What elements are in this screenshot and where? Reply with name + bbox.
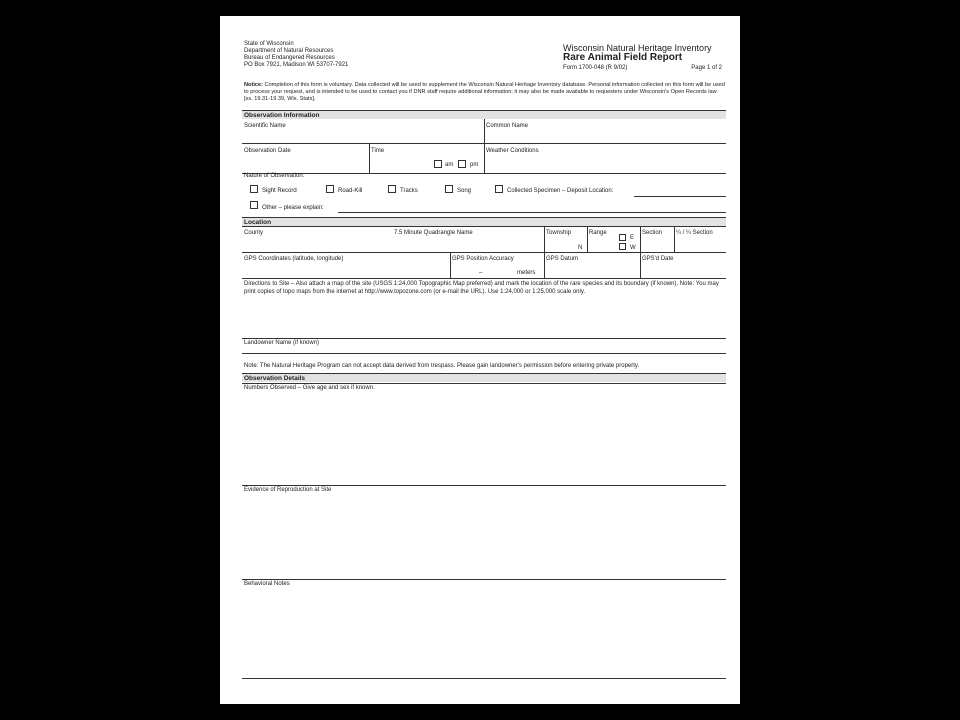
range-w-label: W bbox=[630, 245, 636, 251]
gps-datum-label: GPS Datum bbox=[546, 256, 579, 262]
form-number: Form 1700-048 (R 9/02) bbox=[563, 65, 628, 71]
form-page bbox=[220, 16, 740, 704]
quarter-section-label: ¼ / ¼ Section bbox=[676, 230, 713, 236]
divider bbox=[484, 143, 485, 173]
field-line bbox=[242, 173, 726, 174]
accuracy-dash: – bbox=[479, 270, 483, 276]
gps-coordinates-label: GPS Coordinates (latitude, longitude) bbox=[244, 256, 344, 262]
other-explain-line[interactable] bbox=[338, 212, 726, 213]
sight-record-label: Sight Record bbox=[262, 188, 297, 194]
trespass-note: Note: The Natural Heritage Program can not accept data derived from trespass. Please gain landowner's permission before entering private property. bbox=[244, 363, 640, 369]
field-line bbox=[242, 383, 726, 384]
directions-to-site-label: Directions to Site – Also attach a map of the site (USGS 1:24,000 Topographic Map preferred) and mark the location of the rare species and its boundary (if known). Note: You may print copies of topo maps from the internet at http://www.topozone.com (or e-mail the URL). Use 1:24,000 or 1:25,000 scale only. bbox=[244, 281, 719, 295]
divider bbox=[544, 252, 545, 278]
collected-specimen-checkbox[interactable] bbox=[495, 185, 503, 193]
field-line bbox=[242, 252, 726, 253]
field-line bbox=[242, 579, 726, 580]
behavioral-notes-label: Behavioral Notes bbox=[244, 581, 290, 587]
divider bbox=[369, 143, 370, 173]
notice-text bbox=[244, 82, 726, 103]
am-label: am bbox=[445, 162, 454, 168]
song-label: Song bbox=[457, 188, 472, 194]
notice-body: Completion of this form is voluntary. Data collected will be used to supplement the Wisconsin Natural Heritage Inventory database. Personal information collected on this form will be used to process your request, and is intended to be used to contact you if DNR staff require additional information; it may also be made available to requesters under Wisconsin's Open Records law [ss. 19.31-19.39, Wis. Stats]. bbox=[244, 82, 725, 102]
meters-label: meters bbox=[517, 270, 536, 276]
divider bbox=[674, 226, 675, 252]
gps-date-label: GPS'd Date bbox=[642, 256, 674, 262]
divider bbox=[484, 119, 485, 143]
evidence-of-reproduction-label: Evidence of Reproduction at Site bbox=[244, 487, 332, 493]
landowner-name-label: Landowner Name (if known) bbox=[244, 340, 320, 346]
am-checkbox[interactable] bbox=[434, 160, 442, 168]
section-number-label: Section bbox=[642, 230, 663, 236]
gps-accuracy-label: GPS Position Accuracy bbox=[452, 256, 514, 262]
deposit-location-line[interactable] bbox=[634, 196, 726, 197]
section-observation-details: Observation Details bbox=[242, 373, 726, 382]
form-title: Rare Animal Field Report bbox=[563, 52, 683, 63]
range-e-checkbox[interactable] bbox=[619, 234, 626, 241]
notice-label: Notice: bbox=[244, 82, 263, 88]
collected-specimen-label: Collected Specimen – Deposit Location: bbox=[507, 188, 614, 194]
range-e-label: E bbox=[630, 235, 635, 241]
agency-line: Department of Natural Resources bbox=[244, 48, 334, 54]
field-line bbox=[242, 353, 726, 354]
quadrangle-name-label: 7.5 Minute Quadrangle Name bbox=[394, 230, 473, 236]
sight-record-checkbox[interactable] bbox=[250, 185, 258, 193]
agency-line: Bureau of Endangered Resources bbox=[244, 55, 335, 61]
divider bbox=[640, 226, 641, 252]
other-label: Other – please explain: bbox=[262, 205, 324, 211]
county-label: County bbox=[244, 230, 264, 236]
scientific-name-label: Scientific Name bbox=[244, 123, 286, 129]
divider bbox=[587, 226, 588, 252]
section-observation-information: Observation Information bbox=[242, 110, 726, 119]
form-program-title: Wisconsin Natural Heritage Inventory bbox=[563, 43, 712, 53]
agency-address bbox=[244, 41, 348, 69]
field-line bbox=[242, 338, 726, 339]
observation-date-label: Observation Date bbox=[244, 148, 291, 154]
township-n-label: N bbox=[578, 245, 583, 251]
field-line bbox=[242, 226, 726, 227]
tracks-label: Tracks bbox=[400, 188, 418, 194]
nature-of-observation-label: Nature of Observation: bbox=[244, 173, 305, 179]
road-kill-checkbox[interactable] bbox=[326, 185, 334, 193]
field-line bbox=[242, 485, 726, 486]
range-label: Range bbox=[589, 230, 607, 236]
other-checkbox[interactable] bbox=[250, 201, 258, 209]
divider bbox=[544, 226, 545, 252]
page-number: Page 1 of 2 bbox=[691, 65, 722, 71]
numbers-observed-label: Numbers Observed – Give age and sex if known. bbox=[244, 385, 375, 391]
pm-checkbox[interactable] bbox=[458, 160, 466, 168]
time-label: Time bbox=[371, 148, 385, 154]
range-w-checkbox[interactable] bbox=[619, 243, 626, 250]
tracks-checkbox[interactable] bbox=[388, 185, 396, 193]
pm-label: pm bbox=[470, 162, 479, 168]
section-location: Location bbox=[242, 217, 726, 226]
field-line bbox=[242, 278, 726, 279]
divider bbox=[450, 252, 451, 278]
road-kill-label: Road-Kill bbox=[338, 188, 363, 194]
song-checkbox[interactable] bbox=[445, 185, 453, 193]
common-name-label: Common Name bbox=[486, 123, 529, 129]
divider bbox=[640, 252, 641, 278]
agency-line: State of Wisconsin bbox=[244, 41, 294, 47]
agency-line: PO Box 7921, Madison WI 53707-7921 bbox=[244, 62, 349, 68]
field-line bbox=[242, 678, 726, 679]
township-label: Township bbox=[546, 230, 572, 236]
weather-conditions-label: Weather Conditions bbox=[486, 148, 539, 154]
